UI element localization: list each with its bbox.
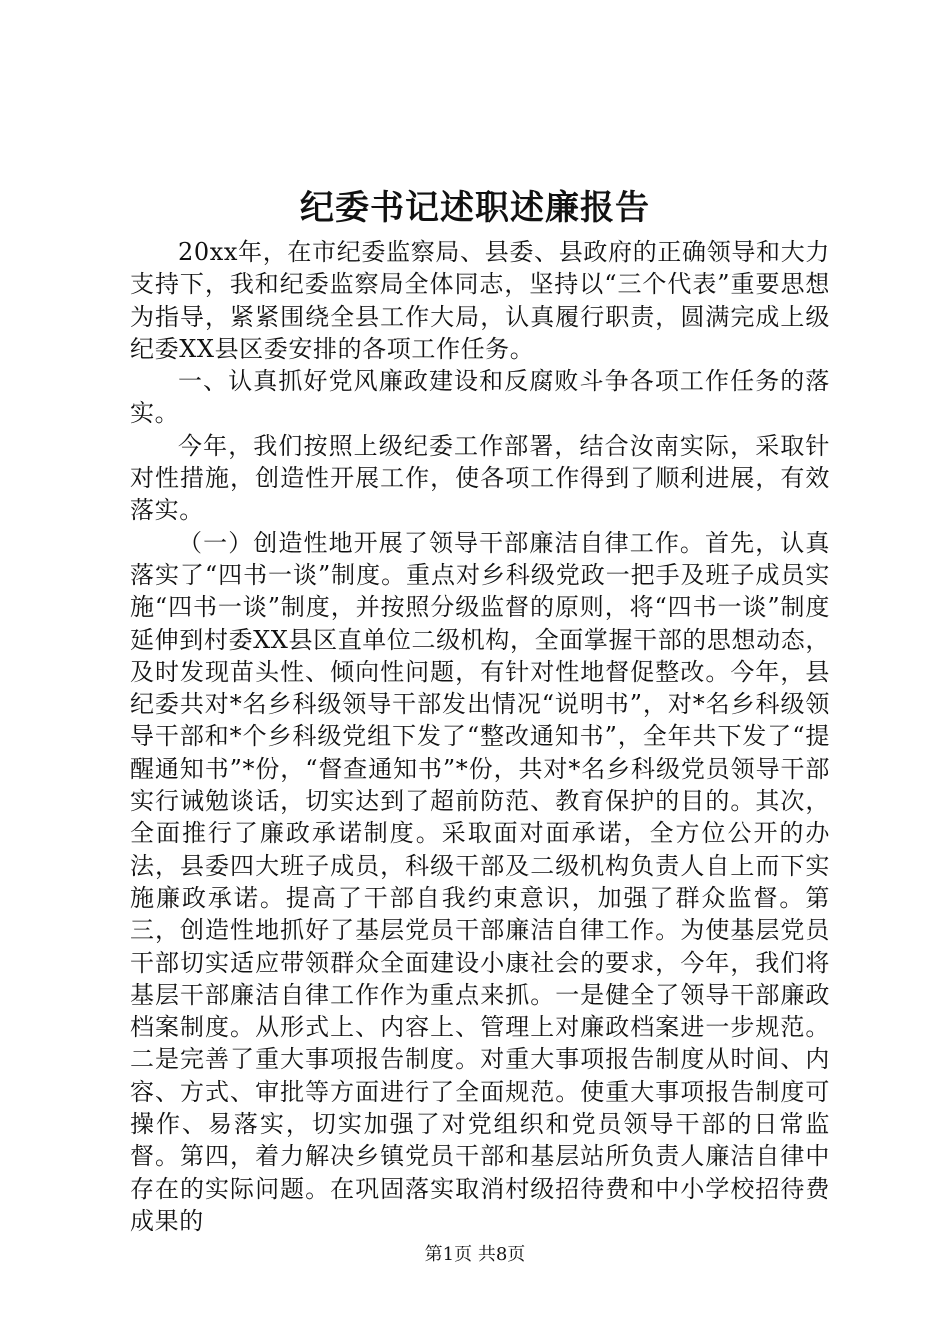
paragraph-subsection-one: （一）创造性地开展了领导干部廉洁自律工作。首先，认真落实了“四书一谈”制度。重点对乡科级党政一把手及班子成员实施“四书一谈”制度，并按照分级监督的原则，将“四书一谈”制度延伸到村委XX县区直单位二级机构，全面掌握干部的思想动态，及时发现苗头性、倾向性问题，有针对性地督促整改。今年，县纪委共对*名乡科级领导干部发出情况“说明书”，对*名乡科级领导干部和*个乡科级党组下发了“整改通知书”，全年共下发了“提醒通知书”*份，“督查通知书”*份，共对*名乡科级党员领导干部实行诫勉谈话，切实达到了超前防范、教育保护的目的。其次，全面推行了廉政承诺制度。采取面对面承诺，全方位公开的办法，县委四大班子成员，科级干部及二级机构负责人自上而下实施廉政承诺。提高了干部自我约束意识，加强了群众监督。第三，创造性地抓好了基层党员干部廉洁自律工作。为使基层党员干部切实适应带领群众全面建设小康社会的要求，今年，我们将基层干部廉洁自律工作作为重点来抓。一是健全了领导干部廉政档案制度。从形式上、内容上、管理上对廉政档案进一步规范。二是完善了重大事项报告制度。对重大事项报告制度从时间、内容、方式、审批等方面进行了全面规范。使重大事项报告制度可操作、易落实，切实加强了对党组织和党员领导干部的日常监督。第四，着力解决乡镇党员干部和基层站所负责人廉洁自律中存在的实际问题。在巩固落实取消村级招待费和中小学校招待费成果的 bbox=[130, 528, 830, 1235]
paragraph-overview: 今年，我们按照上级纪委工作部署，结合汝南实际，采取针对性措施，创造性开展工作，使各项工作得到了顺利进展，有效落实。 bbox=[130, 431, 830, 525]
paragraph-intro: 20xx年，在市纪委监察局、县委、县政府的正确领导和大力支持下，我和纪委监察局全体同志，坚持以“三个代表”重要思想为指导，紧紧围绕全县工作大局，认真履行职责，圆满完成上级纪委XX县区委安排的各项工作任务。 bbox=[130, 238, 830, 363]
document-title: 纪委书记述职述廉报告 bbox=[300, 188, 650, 228]
document-body bbox=[130, 236, 830, 1237]
paragraph-section-heading: 一、认真抓好党风廉政建设和反腐败斗争各项工作任务的落实。 bbox=[130, 367, 830, 428]
page-footer: 第1页 共8页 bbox=[424, 1244, 526, 1265]
